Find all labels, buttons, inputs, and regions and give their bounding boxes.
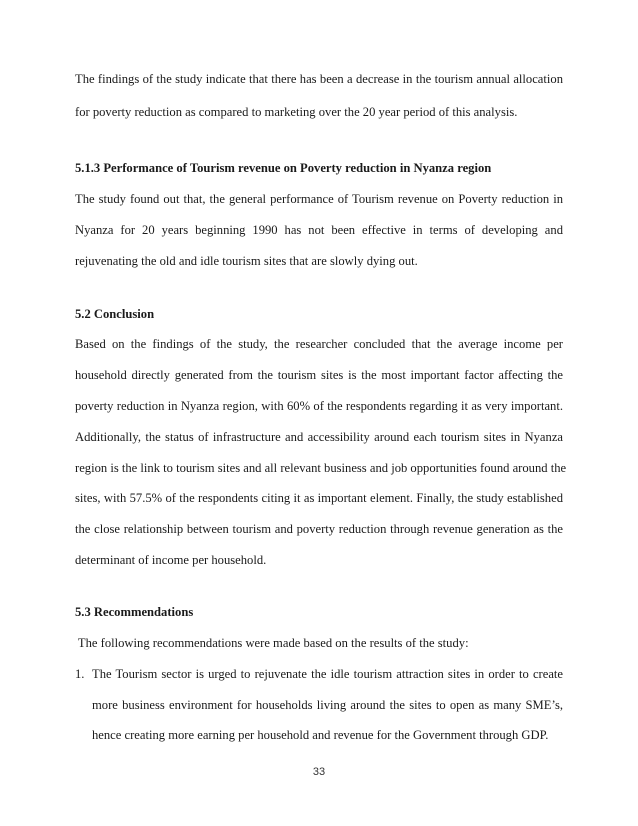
- section-53-heading: 5.3 Recommendations: [75, 605, 194, 619]
- section-52-line-2: household directly generated from the tourism sites is the most important factor affecting the: [75, 368, 563, 382]
- recommendation-1-number: 1.: [75, 667, 85, 681]
- recommendation-1-line-1: The Tourism sector is urged to rejuvenate the idle tourism attraction sites in order to create: [92, 667, 563, 681]
- recommendation-1-line-3: hence creating more earning per household and revenue for the Government through GDP.: [92, 728, 549, 742]
- section-52-line-7: the close relationship between tourism and poverty reduction through revenue generation as the: [75, 522, 563, 536]
- section-52-line-1: Based on the findings of the study, the researcher concluded that the average income per: [75, 337, 563, 351]
- recommendation-1-line-2: more business environment for households living around the sites to open as many SME’s,: [92, 698, 563, 712]
- section-52-line-5: region is the link to tourism sites and all relevant business and job opportunities found around the: [75, 461, 567, 475]
- section-52-line-3: poverty reduction in Nyanza region, with 60% of the respondents regarding it as very important.: [75, 399, 563, 413]
- section-513-line-1: The study found out that, the general performance of Tourism revenue on Poverty reduction in: [75, 192, 563, 206]
- section-53-intro: The following recommendations were made based on the results of the study:: [75, 636, 469, 650]
- page-number: 33: [312, 766, 326, 778]
- section-52-line-4: Additionally, the status of infrastructure and accessibility around each tourism sites in Nyanza: [75, 430, 563, 444]
- intro-line-2: for poverty reduction as compared to marketing over the 20 year period of this analysis.: [75, 105, 518, 119]
- section-52-line-8: determinant of income per household.: [75, 553, 267, 567]
- section-52-line-6: sites, with 57.5% of the respondents citing it as important element. Finally, the study established: [75, 491, 563, 505]
- intro-line-1: The findings of the study indicate that there has been a decrease in the tourism annual allocation: [75, 72, 563, 86]
- section-513-line-2: Nyanza for 20 years beginning 1990 has not been effective in terms of developing and: [75, 223, 563, 237]
- section-513-line-3: rejuvenating the old and idle tourism sites that are slowly dying out.: [75, 254, 418, 268]
- section-52-heading: 5.2 Conclusion: [75, 307, 155, 321]
- section-513-heading: 5.1.3 Performance of Tourism revenue on Poverty reduction in Nyanza region: [75, 161, 492, 175]
